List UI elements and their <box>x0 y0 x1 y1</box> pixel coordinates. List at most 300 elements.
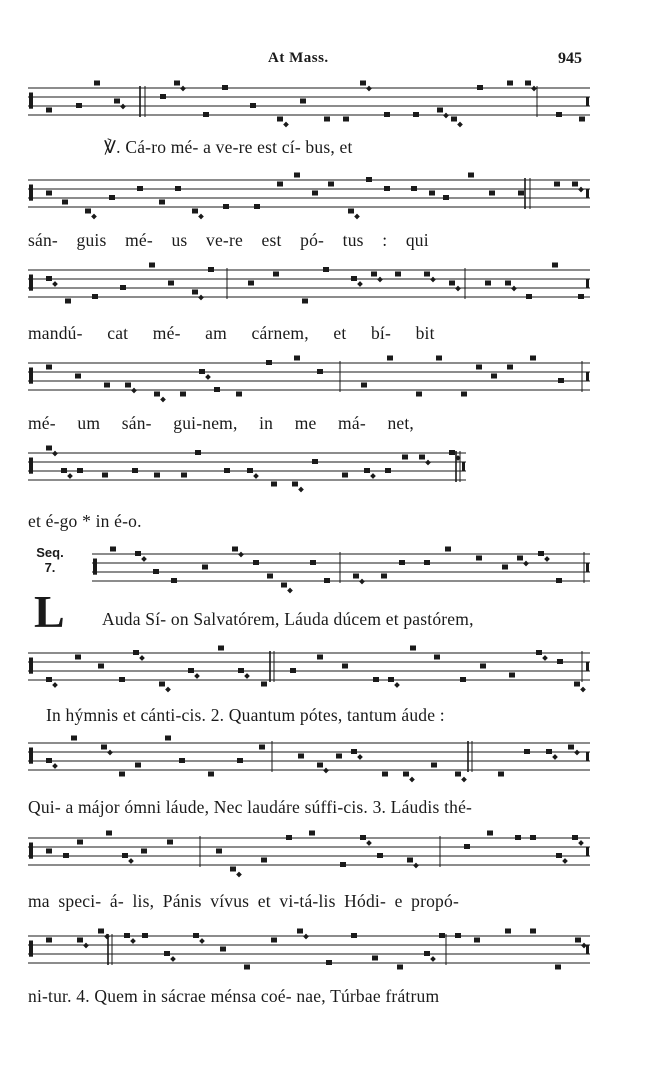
neume <box>366 177 372 182</box>
staff-svg <box>0 355 661 415</box>
staff-system-8 <box>0 735 661 790</box>
neume <box>62 200 68 205</box>
neume <box>164 951 170 956</box>
neume <box>360 835 366 840</box>
neume <box>348 209 354 214</box>
neume <box>141 849 147 854</box>
neume <box>277 182 283 187</box>
neume <box>351 276 357 281</box>
neume-rhombus <box>574 750 580 756</box>
neume <box>273 272 279 277</box>
neume <box>343 117 349 122</box>
neume <box>480 664 486 669</box>
neume <box>294 173 300 178</box>
neume <box>530 929 536 934</box>
neume <box>192 290 198 295</box>
neume <box>468 173 474 178</box>
neume <box>491 374 497 379</box>
neume <box>300 99 306 104</box>
neume <box>324 578 330 583</box>
staff-system-6 <box>0 546 661 601</box>
neume-rhombus <box>120 104 126 110</box>
neume <box>328 182 334 187</box>
neume-rhombus <box>544 556 550 562</box>
custos-icon <box>586 752 589 761</box>
lyric-line-8: Qui- a májor ómni láude, Nec laudáre súffi-cis. 3. Láudis thé- <box>28 797 473 817</box>
custos-icon <box>586 97 589 106</box>
neume <box>77 468 83 473</box>
neume <box>75 374 81 379</box>
neume <box>46 938 52 943</box>
neume <box>353 574 359 579</box>
neume <box>159 682 165 687</box>
neume <box>381 574 387 579</box>
neume <box>132 468 138 473</box>
neume <box>429 191 435 196</box>
clef-icon <box>29 843 33 859</box>
neume <box>142 933 148 938</box>
neume <box>419 455 425 460</box>
neume <box>489 191 495 196</box>
neume <box>223 204 229 209</box>
neume <box>180 392 186 397</box>
neume <box>384 112 390 117</box>
neume <box>323 267 329 272</box>
neume <box>461 392 467 397</box>
neume <box>554 182 560 187</box>
neume <box>574 682 580 687</box>
neume <box>208 267 214 272</box>
staff-svg <box>0 546 661 606</box>
neume <box>203 112 209 117</box>
neume-rhombus <box>357 281 363 287</box>
neume <box>525 81 531 86</box>
neume <box>373 677 379 682</box>
neume <box>168 281 174 286</box>
page-number: 945 <box>558 50 582 67</box>
neume <box>557 659 563 664</box>
neume <box>439 933 445 938</box>
neume-rhombus <box>409 777 415 783</box>
neume-rhombus <box>198 295 204 301</box>
neume-rhombus <box>581 943 587 949</box>
neume <box>46 849 52 854</box>
neume-rhombus <box>354 214 360 220</box>
neume <box>342 664 348 669</box>
neume-rhombus <box>323 768 329 774</box>
custos-icon <box>586 662 589 671</box>
neume <box>342 473 348 478</box>
neume <box>94 81 100 86</box>
neume-rhombus <box>578 840 584 846</box>
neume <box>133 650 139 655</box>
neume <box>455 772 461 777</box>
neume <box>546 749 552 754</box>
clef-icon <box>29 368 33 384</box>
neume <box>402 455 408 460</box>
sequence-label <box>30 545 70 575</box>
neume <box>292 482 298 487</box>
lyric-line-5: et é-go * in é-o. <box>28 511 142 531</box>
custos-icon <box>586 189 589 198</box>
lyric-line-2: sán- guis mé- us ve-re est pó- tus : qui <box>28 230 429 250</box>
lyric-line-1: ℣. Cá-ro mé- a ve-re est cí- bus, et <box>104 137 353 157</box>
neume <box>326 960 332 965</box>
neume <box>364 468 370 473</box>
neume <box>120 285 126 290</box>
neume-rhombus <box>205 374 211 380</box>
neume-rhombus <box>52 451 58 457</box>
neume-rhombus <box>128 858 134 864</box>
clef-icon <box>29 658 33 674</box>
neume <box>248 281 254 286</box>
neume <box>505 929 511 934</box>
neume <box>310 560 316 565</box>
neume-rhombus <box>443 113 449 119</box>
lyric-line-4: mé- um sán- gui-nem, in me má- net, <box>28 413 414 433</box>
clef-icon <box>29 275 33 291</box>
neume <box>65 299 71 304</box>
neume <box>224 468 230 473</box>
neume <box>507 81 513 86</box>
neume <box>555 965 561 970</box>
neume <box>290 668 296 673</box>
neume <box>297 929 303 934</box>
neume <box>568 745 574 750</box>
sequence-label-number: 7. <box>44 560 56 575</box>
lyric-line-6: Auda Sí- on Salvatórem, Láuda dúcem et pastórem, <box>102 609 474 629</box>
staff-system-9 <box>0 830 661 885</box>
neume <box>237 758 243 763</box>
lyric-line-10: ni-tur. 4. Quem in sácrae ménsa coé- nae, Túrbae frátrum <box>28 986 440 1006</box>
neume <box>230 867 236 872</box>
neume-rhombus <box>457 122 463 128</box>
neume-rhombus <box>523 561 529 567</box>
neume <box>46 276 52 281</box>
neume <box>485 281 491 286</box>
neume <box>451 117 457 122</box>
neume <box>63 853 69 858</box>
neume <box>254 204 260 209</box>
neume <box>175 186 181 191</box>
neume <box>222 85 228 90</box>
neume <box>424 272 430 277</box>
neume <box>179 758 185 763</box>
staff-system-1 <box>0 80 661 130</box>
neume <box>92 294 98 299</box>
neume <box>372 956 378 961</box>
neume <box>517 556 523 561</box>
neume-rhombus <box>130 938 136 944</box>
neume <box>387 356 393 361</box>
neume <box>536 650 542 655</box>
neume <box>498 772 504 777</box>
neume <box>199 369 205 374</box>
neume <box>384 186 390 191</box>
neume <box>351 749 357 754</box>
neume <box>193 933 199 938</box>
neume <box>578 294 584 299</box>
neume <box>572 182 578 187</box>
neume <box>312 459 318 464</box>
neume-rhombus <box>578 187 584 193</box>
neume-rhombus <box>430 956 436 962</box>
neume <box>385 468 391 473</box>
staff-svg <box>0 172 661 232</box>
neume-rhombus <box>253 473 259 479</box>
neume <box>538 551 544 556</box>
neume <box>250 103 256 108</box>
clef-icon <box>29 748 33 764</box>
neume <box>46 108 52 113</box>
neume-rhombus <box>104 934 110 940</box>
custos-icon <box>586 945 589 954</box>
neume <box>579 117 585 122</box>
neume <box>160 94 166 99</box>
neume <box>431 763 437 768</box>
neume-rhombus <box>83 943 89 949</box>
neume <box>317 763 323 768</box>
neume <box>61 468 67 473</box>
neume <box>317 655 323 660</box>
staff-svg <box>0 735 661 795</box>
neume <box>505 281 511 286</box>
neume-rhombus <box>165 687 171 693</box>
neume-rhombus <box>366 86 372 92</box>
neume <box>556 112 562 117</box>
staff-system-10 <box>0 928 661 983</box>
staff-system-7 <box>0 645 661 700</box>
neume-rhombus <box>461 777 467 783</box>
neume <box>46 758 52 763</box>
custos-icon <box>586 372 589 381</box>
neume <box>119 677 125 682</box>
staff-svg <box>0 262 661 322</box>
lyric-line-9: ma speci- á- lis, Pánis vívus et vi-tá-lis Hódi- e propó- <box>28 891 459 911</box>
neume <box>124 933 130 938</box>
neume-rhombus <box>287 588 293 594</box>
neume <box>135 551 141 556</box>
lyric-line-3: mandú- cat mé- am cárnem, et bí- bit <box>28 323 435 343</box>
neume-rhombus <box>303 934 309 940</box>
neume-rhombus <box>67 473 73 479</box>
neume <box>167 840 173 845</box>
neume <box>271 482 277 487</box>
neume <box>109 195 115 200</box>
neume <box>575 938 581 943</box>
staff-system-4 <box>0 355 661 405</box>
neume <box>397 965 403 970</box>
neume <box>281 583 287 588</box>
neume <box>77 840 83 845</box>
neume <box>153 569 159 574</box>
neume <box>259 745 265 750</box>
neume <box>104 383 110 388</box>
lyric-line-7: In hýmnis et cánti-cis. 2. Quantum pótes, tantum áude : <box>46 705 445 725</box>
neume <box>135 763 141 768</box>
neume <box>76 103 82 108</box>
neume <box>382 772 388 777</box>
neume-rhombus <box>139 655 145 661</box>
neume <box>159 200 165 205</box>
neume <box>46 191 52 196</box>
custos-icon <box>586 847 589 856</box>
neume <box>437 108 443 113</box>
neume <box>232 547 238 552</box>
neume <box>154 473 160 478</box>
neume <box>556 578 562 583</box>
staff-system-3 <box>0 262 661 312</box>
neume-rhombus <box>542 655 548 661</box>
neume <box>411 186 417 191</box>
neume <box>267 574 273 579</box>
neume-rhombus <box>455 286 461 292</box>
neume <box>119 772 125 777</box>
neume <box>413 112 419 117</box>
neume <box>261 682 267 687</box>
neume <box>476 556 482 561</box>
neume <box>46 365 52 370</box>
neume <box>238 668 244 673</box>
neume-rhombus <box>198 214 204 220</box>
neume <box>46 677 52 682</box>
staff-svg <box>0 830 661 890</box>
neume <box>154 392 160 397</box>
clef-icon <box>29 941 33 957</box>
neume <box>244 965 250 970</box>
neume <box>361 383 367 388</box>
neume <box>558 378 564 383</box>
neume <box>149 263 155 268</box>
neume <box>410 646 416 651</box>
neume <box>247 468 253 473</box>
neume-rhombus <box>413 863 419 869</box>
neume-rhombus <box>430 277 436 283</box>
neume <box>455 933 461 938</box>
neume <box>236 392 242 397</box>
custos-icon <box>586 279 589 288</box>
neume <box>165 736 171 741</box>
neume <box>122 853 128 858</box>
neume <box>477 85 483 90</box>
neume <box>220 947 226 952</box>
staff-system-5 <box>0 445 661 505</box>
neume <box>312 191 318 196</box>
neume <box>85 209 91 214</box>
neume <box>261 858 267 863</box>
neume-rhombus <box>52 281 58 287</box>
neume <box>443 195 449 200</box>
staff-system-2 <box>0 172 661 222</box>
neume-rhombus <box>377 277 383 283</box>
neume <box>434 655 440 660</box>
neume <box>399 560 405 565</box>
neume-rhombus <box>366 840 372 846</box>
neume <box>216 849 222 854</box>
neume <box>572 835 578 840</box>
neume <box>336 754 342 759</box>
neume <box>98 664 104 669</box>
staff-svg <box>0 445 661 505</box>
neume <box>102 473 108 478</box>
staff-svg <box>0 645 661 705</box>
neume <box>77 938 83 943</box>
neume-rhombus <box>370 473 376 479</box>
neume-rhombus <box>91 214 97 220</box>
neume <box>266 360 272 365</box>
neume <box>324 117 330 122</box>
neume-rhombus <box>359 579 365 585</box>
neume-rhombus <box>283 122 289 128</box>
custos-icon <box>586 563 589 572</box>
neume <box>294 356 300 361</box>
neume-rhombus <box>107 750 113 756</box>
neume <box>253 560 259 565</box>
neume-rhombus <box>238 552 244 558</box>
neume <box>286 835 292 840</box>
neume-rhombus <box>511 286 517 292</box>
neume <box>110 547 116 552</box>
neume <box>309 831 315 836</box>
neume <box>530 356 536 361</box>
neume <box>106 831 112 836</box>
neume <box>518 191 524 196</box>
neume <box>449 450 455 455</box>
neume <box>171 578 177 583</box>
neume <box>98 929 104 934</box>
neume <box>552 263 558 268</box>
neume <box>340 862 346 867</box>
neume-rhombus <box>552 754 558 760</box>
neume-rhombus <box>52 763 58 769</box>
neume-rhombus <box>180 86 186 92</box>
neume <box>371 272 377 277</box>
page-header <box>0 50 661 74</box>
clef-icon <box>29 185 33 201</box>
neume <box>174 81 180 86</box>
staff-svg <box>0 928 661 988</box>
neume <box>424 560 430 565</box>
neume-rhombus <box>194 673 200 679</box>
neume <box>407 858 413 863</box>
neume <box>476 365 482 370</box>
neume <box>388 677 394 682</box>
clef-icon <box>93 559 97 575</box>
neume <box>360 81 366 86</box>
clef-icon <box>29 458 33 474</box>
neume-rhombus <box>531 86 537 92</box>
neume <box>181 473 187 478</box>
neume <box>192 209 198 214</box>
neume <box>214 387 220 392</box>
neume <box>351 933 357 938</box>
neume-rhombus <box>244 673 250 679</box>
neume <box>474 938 480 943</box>
neume-rhombus <box>580 687 586 693</box>
neume <box>526 294 532 299</box>
neume <box>125 383 131 388</box>
clef-icon <box>29 93 33 109</box>
neume-rhombus <box>160 397 166 403</box>
neume <box>114 99 120 104</box>
neume-rhombus <box>425 460 431 466</box>
neume <box>487 831 493 836</box>
staff-svg <box>0 80 661 140</box>
neume-rhombus <box>199 938 205 944</box>
neume <box>75 655 81 660</box>
running-title: At Mass. <box>268 50 329 66</box>
sequence-label-abbrev: Seq. <box>36 545 64 560</box>
